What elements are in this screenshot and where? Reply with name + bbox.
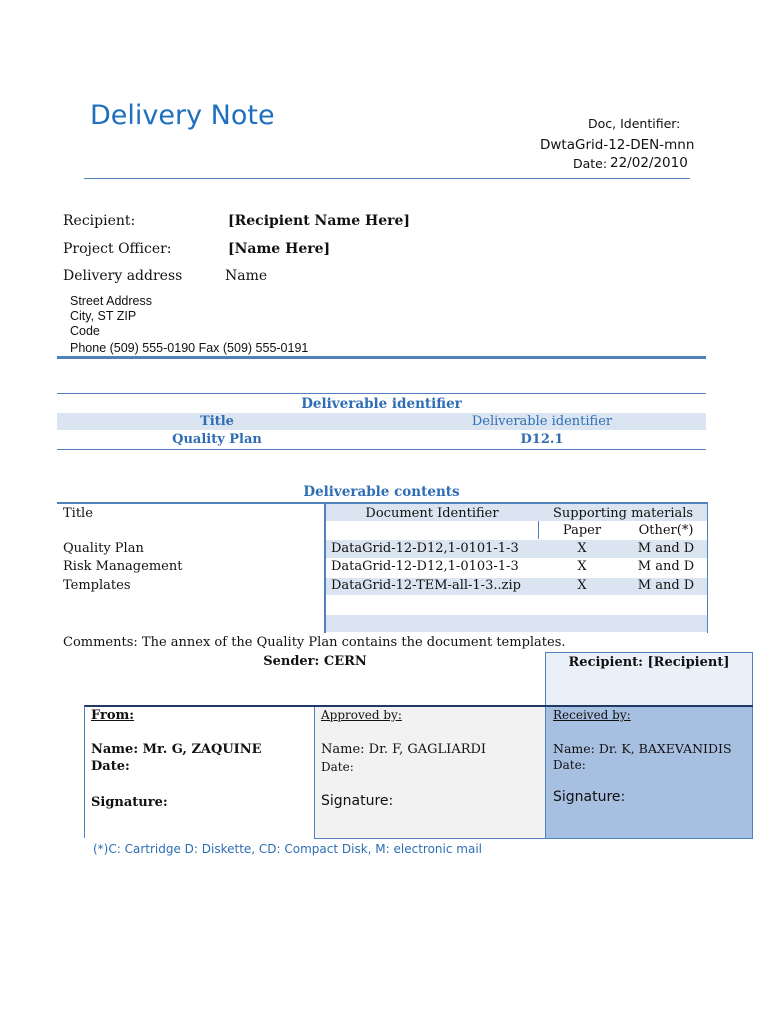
contents-row-doc-id: DataGrid-12-D12,1-0103-1-3 [331,559,519,574]
received-date: Date: [553,758,586,772]
page-title: Delivery Note [90,100,275,131]
footnote: (*)C: Cartridge D: Diskette, CD: Compact Disk, M: electronic mail [93,842,482,856]
contents-row-band [326,615,707,632]
contents-col-supporting: Supporting materials [552,506,694,521]
recipient-label: Recipient: [63,213,136,229]
identifier-top-rule [57,393,706,394]
header-divider [84,178,690,179]
contents-col-divider [324,503,326,633]
contents-row-title: Templates [63,578,131,593]
contents-right-border [707,503,708,633]
address-divider [57,356,706,359]
contents-row-other: M and D [637,541,695,556]
address-name: Name [225,268,268,284]
contents-comments: Comments: The annex of the Quality Plan contains the document templates. [63,635,566,650]
address-code: Code [70,324,100,338]
from-name: Name: Mr. G, ZAQUINE [91,742,262,757]
date-label: Date: [573,156,608,171]
signoff-left-border [84,706,85,838]
contents-col-doc-id: Document Identifier [365,506,499,521]
signoff-top-rule [84,705,753,707]
doc-identifier-value: DwtaGrid-12-DEN-mnn [540,137,695,153]
city-state-zip: City, ST ZIP [70,309,137,323]
contents-section-title: Deliverable contents [303,484,460,500]
officer-label: Project Officer: [63,241,172,257]
received-signature: Signature: [553,789,626,805]
identifier-row-value: D12.1 [520,432,564,447]
identifier-col-title: Title [200,414,234,429]
contents-row-doc-id: DataGrid-12-D12,1-0101-1-3 [331,541,519,556]
approved-signature: Signature: [321,793,394,809]
recipient-box-label: Recipient: [Recipient] [568,655,730,670]
sender-label: Sender: CERN [263,654,367,669]
approved-date: Date: [321,760,354,774]
identifier-col-identifier: Deliverable identifier [471,414,613,429]
from-date: Date: [91,759,130,774]
phone-fax: Phone (509) 555-0190 Fax (509) 555-0191 [70,341,309,355]
approved-name: Name: Dr. F, GAGLIARDI [321,742,487,757]
officer-value: [Name Here] [228,241,331,257]
from-label: From: [91,708,135,723]
contents-row-other: M and D [637,559,695,574]
contents-row-paper: X [577,541,587,556]
contents-row-doc-id: DataGrid-12-TEM-all-1-3..zip [331,578,521,593]
recipient-value: [Recipient Name Here] [228,213,411,229]
address-label: Delivery address [63,268,183,284]
contents-row-title: Quality Plan [63,541,144,556]
contents-col-title: Title [63,506,93,521]
received-label: Received by: [553,708,631,722]
doc-identifier-label: Doc, Identifier: [588,116,681,131]
approved-label: Approved by: [321,708,402,722]
contents-row-paper: X [577,578,587,593]
identifier-bottom-rule [57,449,706,450]
contents-col-paper: Paper [562,523,602,538]
street-address: Street Address [70,294,152,308]
from-signature: Signature: [91,795,168,810]
supporting-divider [538,521,539,539]
identifier-row-title: Quality Plan [172,432,262,447]
received-name: Name: Dr. K, BAXEVANIDIS [553,741,732,756]
recipient-box [545,652,753,706]
identifier-section-title: Deliverable identifier [301,396,462,412]
contents-row-title: Risk Management [63,559,183,574]
received-box [545,706,753,839]
contents-row-paper: X [577,559,587,574]
contents-row-other: M and D [637,578,695,593]
date-value: 22/02/2010 [610,155,688,171]
contents-col-other: Other(*) [638,523,694,538]
